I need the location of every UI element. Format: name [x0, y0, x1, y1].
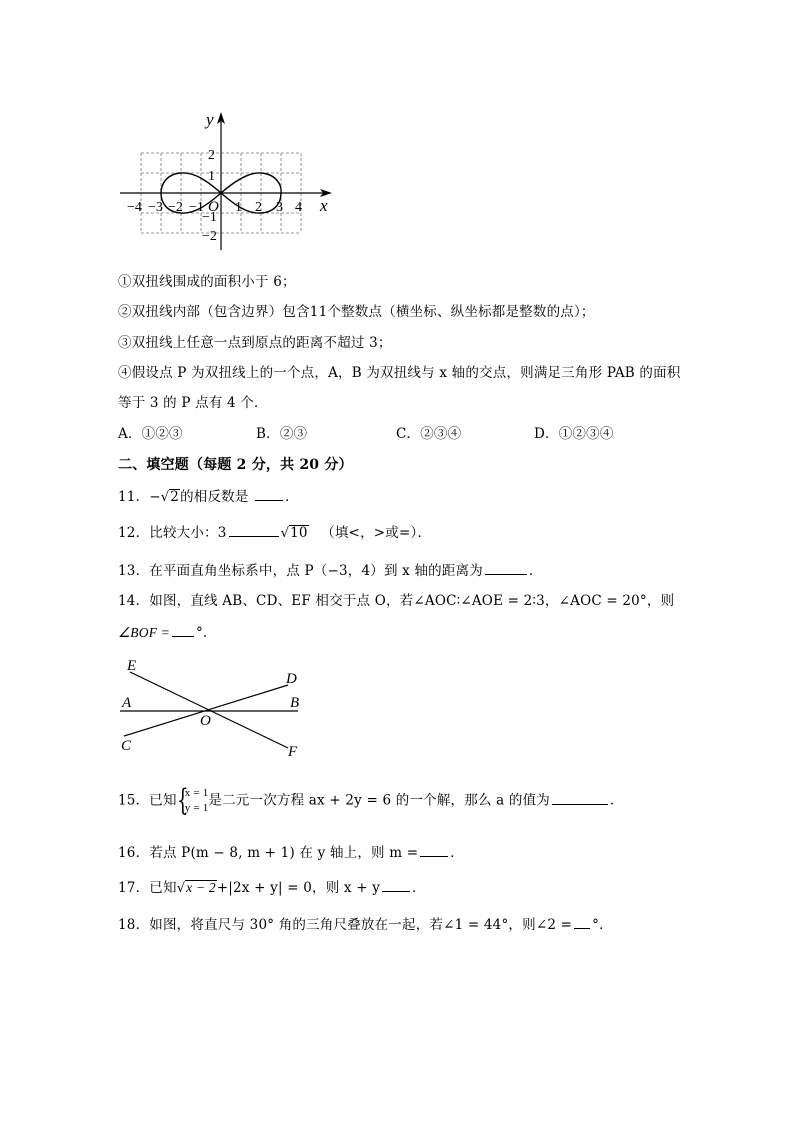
answer-blank[interactable] [255, 487, 283, 501]
sqrt-radicand: 10 [290, 525, 308, 541]
choice-text: ②③④ [420, 426, 462, 442]
question-15: 15．已知 { x = 1 y = 1 是二元一次方程 ax + 2y = 6 的一个解，那么 a 的值为 ． [118, 783, 624, 818]
answer-blank[interactable] [229, 523, 279, 537]
svg-text:−2: −2 [168, 200, 183, 215]
intersecting-lines-figure [110, 650, 310, 765]
choice-letter: D． [534, 426, 559, 442]
statement-4: ④假设点 P 为双扭线上的一个点，A，B 为双扭线与 x 轴的交点，则满足三角形 PAB 的面积 [118, 365, 681, 381]
choice-a[interactable] [118, 425, 183, 443]
answer-blank[interactable] [485, 561, 527, 575]
question-11: 11．−√2的相反数是 ． [118, 489, 299, 505]
question-17: 17．已知√x − 2+|2x + y| = 0，则 x + y ． [118, 880, 426, 896]
statement-1: ①双扭线围成的面积小于 6； [118, 274, 296, 290]
choice-d[interactable] [534, 425, 614, 443]
label-d: D [286, 671, 297, 687]
section-heading: 二、填空题（每题 2 分，共 20 分） [118, 457, 353, 473]
svg-text:−1: −1 [202, 210, 217, 225]
origin-label: O [208, 199, 219, 215]
answer-blank[interactable] [382, 878, 410, 892]
statement-3: ③双扭线上任意一点到原点的距离不超过 3； [118, 335, 392, 351]
svg-text:4: 4 [295, 200, 302, 215]
equation-system: { x = 1 y = 1 [176, 783, 209, 818]
label-f: F [288, 744, 298, 760]
choice-letter: A． [118, 426, 142, 442]
question-14: 14．如图，直线 AB、CD、EF 相交于点 O，若∠AOC∶∠AOE = 2∶3，∠AOC = 20°，则 [118, 593, 675, 609]
x-axis-label: x [320, 196, 328, 215]
svg-text:−1: −1 [189, 200, 204, 215]
label-o: O [200, 713, 211, 729]
svg-text:−4: −4 [127, 200, 142, 215]
sqrt-radicand: 2 [170, 489, 180, 505]
statement-4-cont: 等于 3 的 P 点有 4 个． [118, 395, 268, 411]
svg-text:−3: −3 [148, 200, 163, 215]
label-a: A [122, 695, 132, 711]
svg-text:3: 3 [276, 200, 283, 215]
label-e: E [127, 658, 137, 674]
choice-letter: B． [256, 426, 280, 442]
choice-c[interactable] [396, 425, 461, 443]
choice-b[interactable] [256, 425, 307, 443]
svg-text:2: 2 [208, 148, 215, 163]
choice-text: ①②③④ [558, 426, 614, 442]
y-axis-label: y [206, 110, 214, 129]
lemniscate-figure [110, 105, 350, 255]
question-16: 16．若点 P(m − 8, m + 1) 在 y 轴上，则 m = ． [118, 845, 464, 861]
svg-text:1: 1 [235, 200, 242, 215]
label-b: B [290, 695, 300, 711]
question-13: 13．在平面直角坐标系中，点 P（−3，4）到 x 轴的距离为 ． [118, 563, 543, 579]
answer-blank[interactable] [552, 791, 608, 805]
svg-text:1: 1 [208, 169, 215, 184]
question-14-cont: ∠BOF = °． [118, 625, 217, 641]
question-12: 12．比较大小：3 √10 （填<，>或=）． [118, 525, 432, 541]
answer-blank[interactable] [172, 623, 194, 637]
statement-2: ②双扭线内部（包含边界）包含11个整数点（横坐标、纵坐标都是整数的点）； [118, 304, 595, 320]
question-18: 18．如图，将直尺与 30° 角的三角尺叠放在一起，若∠1 = 44°，则∠2 = °． [118, 917, 613, 933]
sqrt-radicand: x − 2 [186, 880, 216, 895]
answer-blank[interactable] [574, 915, 590, 929]
axes [120, 118, 326, 250]
answer-blank[interactable] [420, 843, 448, 857]
choice-letter: C． [396, 426, 421, 442]
y-tick-labels [202, 148, 217, 244]
choice-text: ①②③ [141, 426, 183, 442]
svg-text:−2: −2 [202, 229, 217, 244]
svg-text:2: 2 [255, 200, 262, 215]
label-c: C [121, 738, 132, 754]
choice-text: ②③ [279, 426, 308, 442]
